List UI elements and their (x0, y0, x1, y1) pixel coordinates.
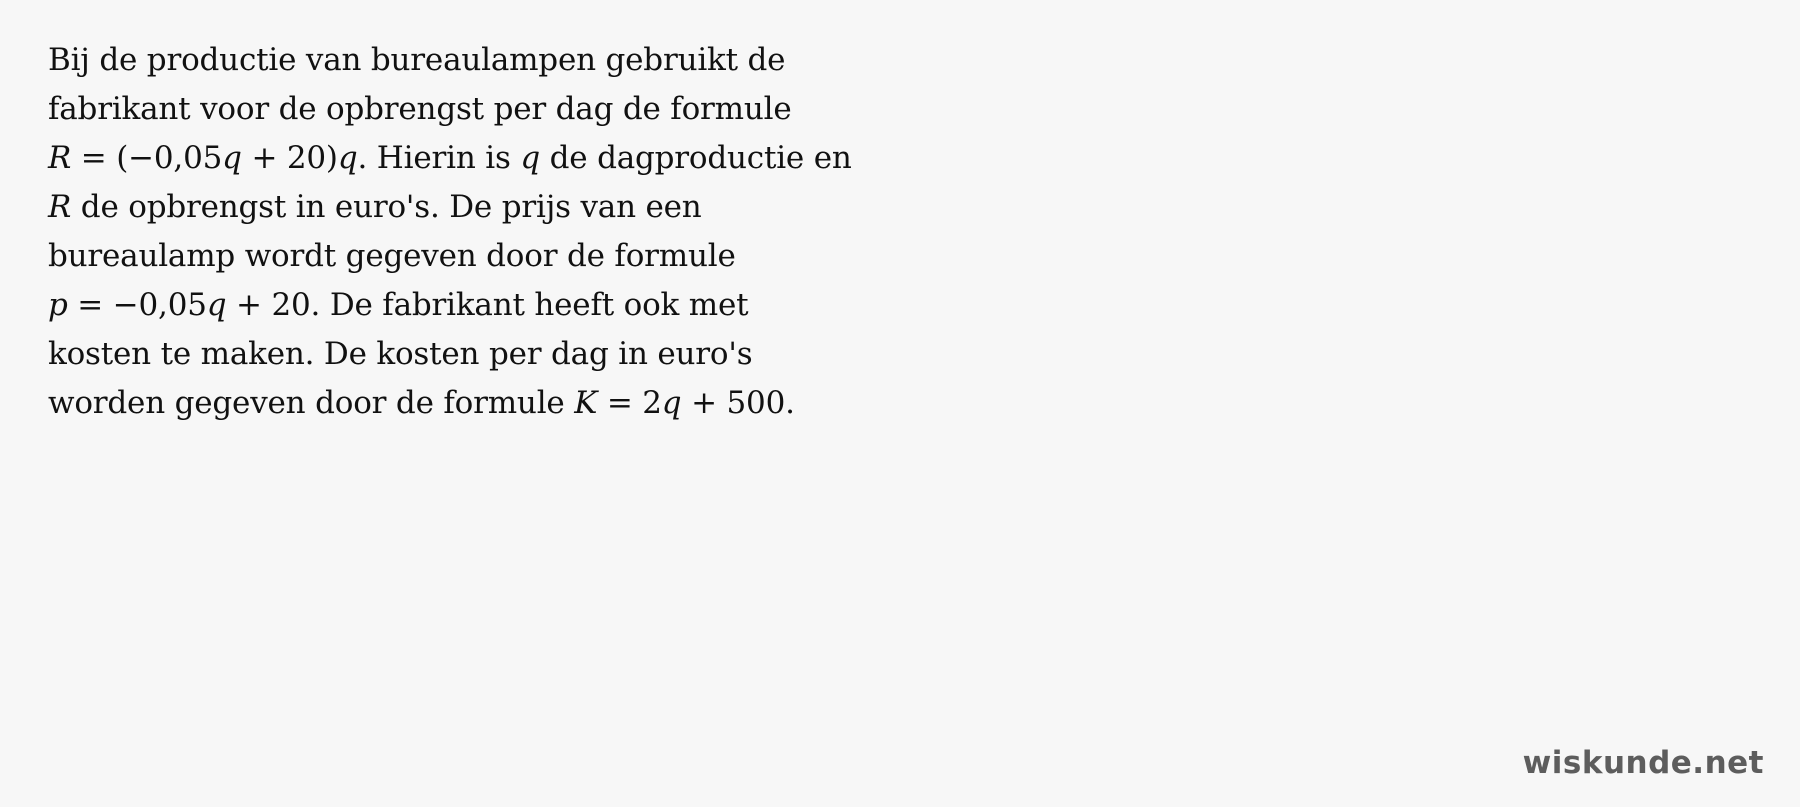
revenue-formula: = (−0,05 (71, 140, 223, 176)
cost-formula: = 2 (597, 385, 662, 421)
sentence-text: . Hierin is (357, 140, 521, 176)
math-variable-q: q (222, 140, 242, 176)
math-variable-q: q (337, 140, 358, 176)
sentence-text: De fabrikant heeft ook met (320, 287, 749, 323)
text-line-7: kosten te maken. De kosten per dag in euro's (48, 336, 753, 372)
price-formula-end: + 20. (226, 287, 321, 323)
math-variable-q: q (206, 287, 227, 323)
revenue-formula-end: + 20) (241, 140, 338, 176)
problem-statement (48, 36, 948, 428)
text-line-3 (48, 134, 948, 183)
text-line-2: fabrikant voor de opbrengst per dag de formule (48, 91, 792, 127)
text-line-5: bureaulamp wordt gegeven door de formule (48, 238, 736, 274)
math-variable-p: p (48, 287, 68, 323)
math-variable-k: K (574, 385, 598, 421)
price-formula: = −0,05 (67, 287, 207, 323)
text-line-1: Bij de productie van bureaulampen gebruikt de (48, 42, 786, 78)
watermark-logo: wiskunde.net (1522, 745, 1764, 781)
text-line-4 (48, 183, 948, 232)
cost-formula-end: + 500. (681, 385, 795, 421)
sentence-text: de dagproductie en (539, 140, 852, 176)
math-variable-q: q (661, 385, 682, 421)
math-variable-r: R (48, 189, 72, 225)
sentence-text: de opbrengst in euro's. De prijs van een (71, 189, 702, 225)
math-variable-q: q (520, 140, 540, 176)
sentence-text: worden gegeven door de formule (48, 385, 575, 421)
text-line-8 (48, 379, 948, 428)
math-variable-r: R (48, 140, 72, 176)
text-line-6 (48, 281, 948, 330)
